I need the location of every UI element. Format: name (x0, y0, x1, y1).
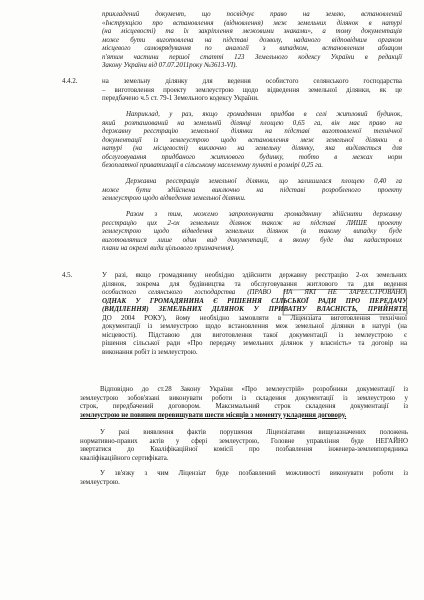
text-line: обслуговування придбаного житлового будинку, тобто в межах норм (102, 153, 402, 161)
text-line: може бути здійснена виключно на підставі розробленого проекту (102, 186, 402, 194)
text-line: прикладений документ, що посвідчує право на землю, встановлений (102, 11, 402, 18)
text-line: У разі, якщо громадянину необхідно здійснити державну реєстрацію 2-ох земельних (102, 272, 407, 279)
text-line: який розташований на земельній ділянці площею 0,65 га, він має право на (102, 119, 402, 127)
text-line: У зв'язку з чим Ліцензіат буде позбавлений можливості виконувати роботи із (100, 470, 408, 477)
text-line: Державна реєстрація земельної ділянки, що залишилася площею 0,40 га (126, 178, 402, 185)
text-line: безоплатної приватизації в сільському населеному пункті в розмірі 0,25 га. (102, 162, 324, 169)
text-line: землеустрою зобов'язані виконувати роботи із складення документації із землеустрою у (80, 394, 408, 402)
text-line: ОДНАК У ГРОМАДЯНИНА Є РІШЕННЯ СІЛЬСЬКОЇ РАДИ ПРО ПЕРЕДАЧУ (102, 297, 407, 305)
text-line: строк, передбачений договором. Максимальний строк складення документації із (80, 403, 408, 410)
text-line: Наприклад, у раз, якщо громадянин придбав в селі житловий будинок, (126, 111, 402, 118)
highlight-box (280, 286, 410, 318)
text-line: «Інструкцією про встановлення (відновлення) меж земельних ділянок в натурі (102, 19, 402, 27)
text-line: кваліфікаційного сертифіката. (80, 454, 169, 462)
text-line: може бути виготовлена на підставі дозволу, наданого відповідним органом (102, 36, 402, 44)
item-number: 4.5. (62, 272, 73, 279)
text-line: місцевості). Підставою для виготовлення такої документації із землеустрою є (102, 331, 407, 339)
text-line: (на місцевості) та їх закріплення межовими знаками», а тому документація (102, 28, 402, 35)
text-line: державну реєстрацію земельної ділянки на підставі виготовленої технічної (102, 128, 402, 135)
text-line: натурі (на місцевості) виключно на земельну ділянку, яка виділяється для (102, 145, 402, 152)
text-line: документації із землеустрою щодо встановлення меж земельної ділянки в (102, 136, 402, 144)
text-line: особистого селянського господарства (ПРАВО НА ЯКІ НЕ ЗАРЕЄСТРОВАНО, (102, 289, 407, 296)
text-line: передбачено ч.5 ст. 79-1 Земельного кодексу України. (102, 95, 259, 102)
text-line: землеустрою щодо відведення земельної ділянки. (102, 195, 246, 202)
text-line: нормативно-правих актів у сфері землеустрою, Головне управління буде НЕГАЙНО (80, 437, 408, 445)
text-line: У разі виявлення фактів порушення Ліцензіатами вищезазначених положень (100, 429, 408, 436)
text-line: Відповідно до ст.28 Закону України «Про землеустрій» розробники документації із (100, 386, 408, 393)
text-line: звертатися до Кваліфікаційної комісії про позбавлення інженера-землевпорядника (80, 446, 408, 453)
text-line: землеустрою щодо відведення земельних ділянок (в такому випадку буде (102, 228, 402, 235)
item-number: 4.4.2. (62, 78, 78, 85)
text-line: рішення сільської ради «Про передачу земельних ділянок у власність» та договір на (102, 340, 407, 347)
text-line: документації із землеустрою щодо встановлення меж земельної ділянки в натурі (на (102, 323, 407, 330)
text-line: п'ятим частини першої статті 123 Земельного кодексу України в редакції (102, 53, 402, 61)
text-line: ділянок, зокрема для будівництва та обслуговування житлового та для ведення (102, 280, 407, 288)
text-line: на земельну ділянку для ведення особистого селянського господарства (102, 78, 402, 85)
text-line: – виготовлення проекту землеустрою щодо відведення земельної ділянки, як це (102, 86, 402, 94)
text-line: Разом з тим, можемо запропонувати громадянину здійснити державну (126, 211, 402, 218)
text-line: Закону України від 07.07.2011року №3613-VI). (102, 62, 238, 69)
text-line: землеустрою не повинен перевищувати шести місяців з моменту укладення договору. (80, 411, 347, 419)
text-line: плани на окремі види цільового призначення). (102, 245, 235, 252)
text-line: місцевого самоврядування по аналогії з випадком, встановленим абзацом (102, 45, 402, 52)
text-line: ДО 2004 РОКУ), йому необхідно замовляти в Ліцензіата виготовлення технічної (102, 314, 407, 322)
text-line: землеустрою. (80, 478, 120, 486)
text-line: реєстрацію цих 2-ох земельних ділянок також на підставі ЛИШЕ проекту (102, 219, 402, 227)
text-line: виконання робіт із землеустрою. (102, 348, 198, 356)
text-line: виготовлятися лише один вид документації, в якому буде два кадастрових (102, 236, 402, 244)
text-line: (ВИДІЛЕННЯ) ЗЕМЕЛЬНИХ ДІЛЯНОК У ПРИВАТНУ ВЛАСНІСТЬ, ПРИЙНЯТЕ (102, 306, 407, 313)
